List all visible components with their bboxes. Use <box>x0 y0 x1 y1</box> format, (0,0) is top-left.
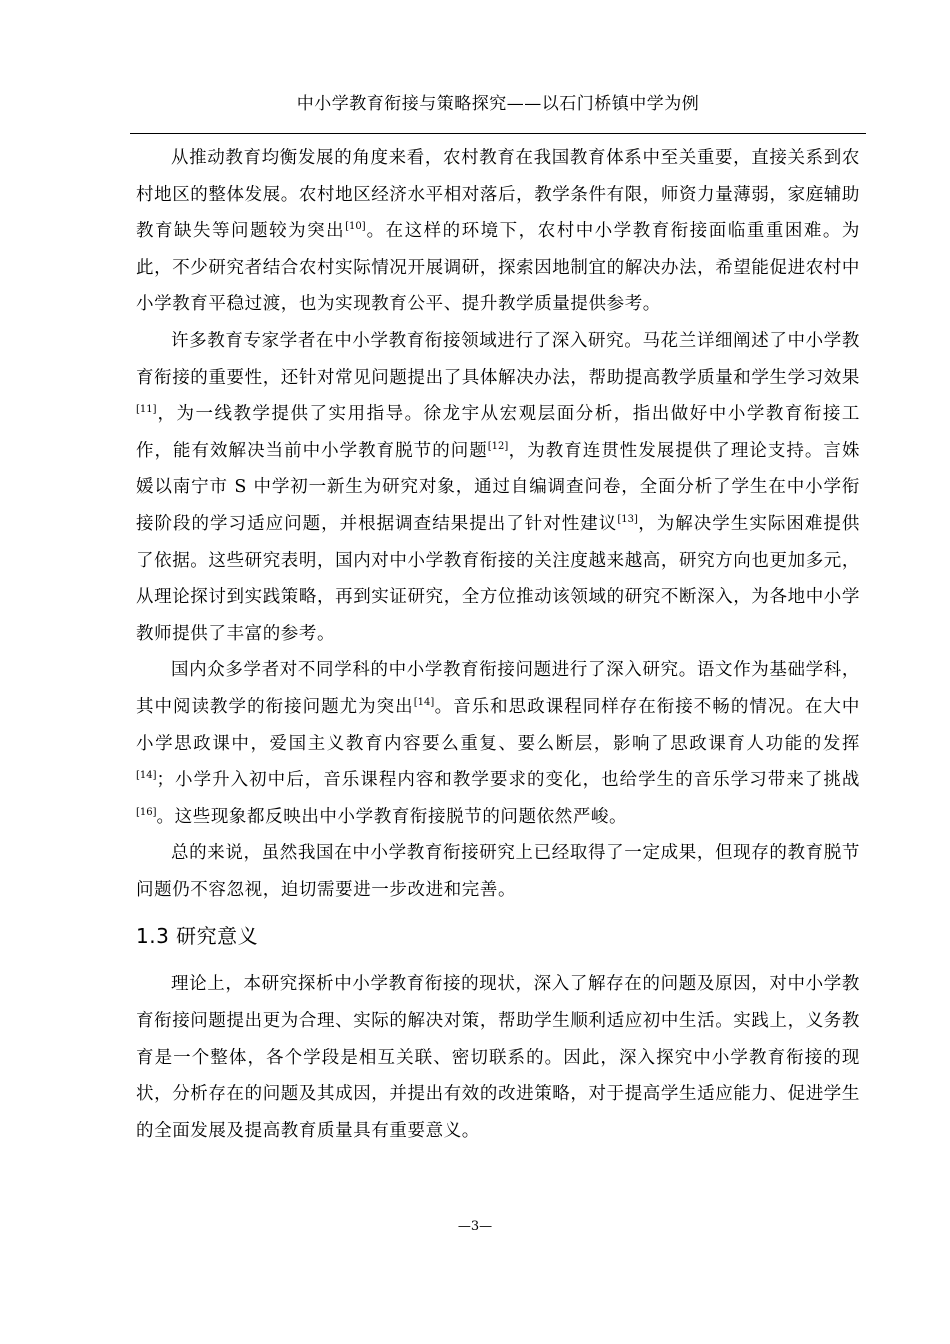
citation-ref: [12] <box>487 440 509 452</box>
paragraph <box>136 966 860 1149</box>
paragraph-text: ；小学升入初中后，音乐课程内容和教学要求的变化，也给学生的音乐学习带来了挑战 <box>156 770 860 791</box>
body-text <box>136 140 860 1149</box>
citation-ref: [14] <box>136 770 157 782</box>
paragraph <box>136 652 860 835</box>
citation-ref: [14] <box>413 697 435 709</box>
header-rule <box>130 133 866 134</box>
paragraph-text: 总的来说，虽然我国在中小学教育衔接研究上已经取得了一定成果，但现存的教育脱节问题仍不容忽视，迫切需要进一步改进和完善。 <box>136 843 860 900</box>
paragraph-text: ，为解决学生实际困难提供了依据。这些研究表明，国内对中小学教育衔接的关注度越来越高，研究方向也更加多元，从理论探讨到实践策略，再到实证研究，全方位推动该领域的研究不断深入，为各地中小学教师提供了丰富的参考。 <box>136 513 860 644</box>
paragraph <box>136 323 860 652</box>
paragraph-text: ，为一线教学提供了实用指导。徐龙宇从宏观层面分析，指出做好中小学教育衔接工作，能有效解决当前中小学教育脱节的问题 <box>136 404 860 461</box>
paragraph-text: 理论上，本研究探析中小学教育衔接的现状，深入了解存在的问题及原因，对中小学教育衔接问题提出更为合理、实际的解决对策，帮助学生顺利适应初中生活。实践上，义务教育是一个整体，各个学段是相互关联、密切联系的。因此，深入探究中小学教育衔接的现状，分析存在的问题及其成因，并提出有效的改进策略，对于提高学生适应能力、促进学生的全面发展及提高教育质量具有重要意义。 <box>136 974 860 1141</box>
section-heading: 1.3 研究意义 <box>136 924 259 949</box>
paragraph <box>136 140 860 323</box>
paragraph-text: ，为教育连贯性发展提供了理论支持。言姝媛以南宁市 S 中学初一新生为研究对象，通过自编调查问卷，全面分析了学生在中小学衔接阶段的学习适应问题，并根据调查结果提出了针对性建议 <box>136 440 860 534</box>
citation-ref: [11] <box>136 404 157 416</box>
paragraph-text: 从推动教育均衡发展的角度来看，农村教育在我国教育体系中至关重要，直接关系到农村地区的整体发展。农村地区经济水平相对落后，教学条件有限，师资力量薄弱，家庭辅助教育缺失等问题较为突出 <box>136 148 860 242</box>
citation-ref: [13] <box>617 514 638 526</box>
paragraph-text: 。这些现象都反映出中小学教育衔接脱节的问题依然严峻。 <box>156 806 628 827</box>
citation-ref: [10] <box>345 221 366 233</box>
paragraph-text: 。在这样的环境下，农村中小学教育衔接面临重重困难。为此，不少研究者结合农村实际情况开展调研，探索因地制宜的解决办法，希望能促进农村中小学教育平稳过渡，也为实现教育公平、提升教学质量提供参考。 <box>136 221 860 315</box>
running-header: 中小学教育衔接与策略探究——以石门桥镇中学为例 <box>296 94 700 114</box>
paragraph-text: 许多教育专家学者在中小学教育衔接领域进行了深入研究。马花兰详细阐述了中小学教育衔接的重要性，还针对常见问题提出了具体解决办法，帮助提高教学质量和学生学习效果 <box>136 330 860 388</box>
page-number: —3— <box>457 1219 493 1234</box>
paragraph-text: 。音乐和思政课程同样存在衔接不畅的情况。在大中小学思政课中，爱国主义教育内容要么重复、要么断层，影响了思政课育人功能的发挥 <box>136 696 860 754</box>
paragraph-text: 国内众多学者对不同学科的中小学教育衔接问题进行了深入研究。语文作为基础学科，其中阅读教学的衔接问题尤为突出 <box>136 660 860 717</box>
paragraph <box>136 835 860 908</box>
citation-ref: [16] <box>136 806 157 818</box>
